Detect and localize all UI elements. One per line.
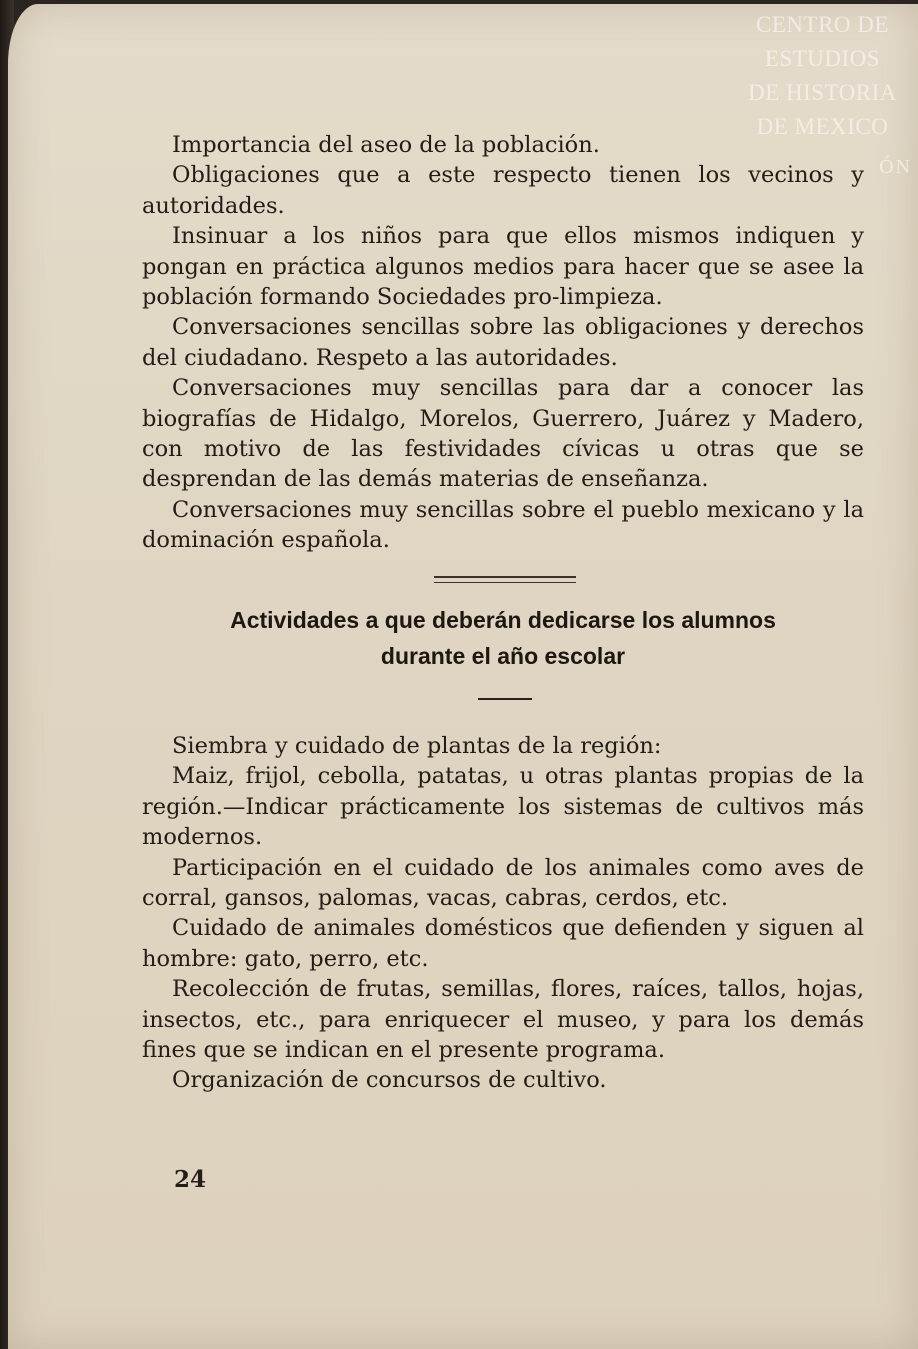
page-number: 24 (174, 1166, 207, 1193)
watermark-line: DE MEXICO (756, 114, 889, 139)
archive-watermark (735, 8, 910, 144)
heading-line-1: Actividades a que deberán dedicarse los alumnos (230, 607, 776, 633)
paragraph: Obligaciones que a este respecto tienen los vecinos y autoridades. (142, 162, 864, 219)
watermark-line: ESTUDIOS (764, 46, 881, 71)
paragraph: Insinuar a los niños para que ellos mismos indiquen y pongan en práctica algunos medios para hacer que se asee la población formando Sociedades pro-limpieza. (142, 223, 864, 311)
paragraph: Conversaciones sencillas sobre las obligaciones y derechos del ciudadano. Respeto a las autoridades. (142, 314, 864, 371)
activities-section (142, 731, 864, 1096)
paragraph: Siembra y cuidado de plantas de la región: (172, 733, 662, 759)
paragraph: Maiz, frijol, cebolla, patatas, u otras plantas propias de la región.—Indicar prácticamente los sistemas de cultivos más modernos. (142, 763, 864, 851)
paragraph: Importancia del aseo de la población. (172, 132, 600, 158)
paragraph: Conversaciones muy sencillas para dar a conocer las biografías de Hidalgo, Morelos, Guerrero, Juárez y Madero, con motivo de las festividades cívicas u otras que se desprendan de las demás materias de enseñanza. (142, 375, 864, 493)
section-heading (142, 602, 864, 674)
paragraph: Recolección de frutas, semillas, flores, raíces, tallos, hojas, insectos, etc., para enriquecer el museo, y para los demás fines que se indican en el presente programa. (142, 976, 864, 1064)
heading-line-2: durante el año escolar (380, 643, 626, 669)
watermark-line: DE HISTORIA (748, 80, 897, 105)
civic-topics-section (142, 130, 864, 556)
watermark-tail: ÓN (879, 156, 912, 178)
paragraph: Organización de concursos de cultivo. (172, 1067, 607, 1094)
section-divider (434, 576, 576, 583)
heading-underline (478, 698, 532, 700)
watermark-line: CENTRO DE (756, 12, 889, 37)
paragraph: Conversaciones muy sencillas sobre el pueblo mexicano y la dominación española. (142, 496, 864, 554)
paragraph: Cuidado de animales domésticos que defienden y siguen al hombre: gato, perro, etc. (142, 915, 864, 972)
paragraph: Participación en el cuidado de los animales como aves de corral, gansos, palomas, vacas, cabras, cerdos, etc. (142, 854, 864, 912)
